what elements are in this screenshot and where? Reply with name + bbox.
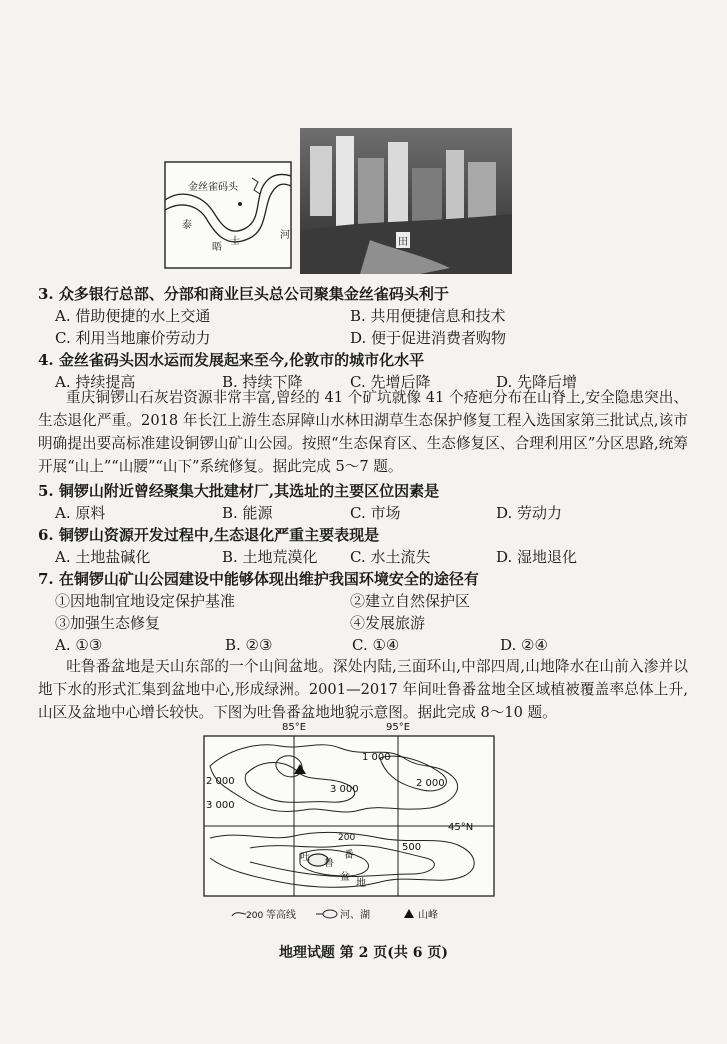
q6-option-d[interactable]: D. 湿地退化 [496,548,578,566]
contour-1000-label: 1 000 [362,752,391,763]
passage-turpan-text: 吐鲁番盆地是天山东部的一个山间盆地。深处内陆,三面环山,中部四周,山地降水在山前入渗并以地下水的形式汇集到盆地中心,形成绿洲。2001—2017 年间吐鲁番盆地全区域植被覆盖率总体上升,山区及盆地中心增长较快。下图为吐鲁番盆地地貌示意图。据此完成 8～10 题。 [38,658,688,721]
q7-statement-1: ①因地制宜地设定保护基准 [55,592,236,610]
thames-label-3: 士 [230,236,240,247]
legend-contour-label: 等高线 [266,910,296,921]
q3-option-b[interactable]: B. 共用便捷信息和技术 [350,307,506,325]
contour-2000-right-label: 2 000 [416,778,445,789]
basin-label-1: 吐 [300,852,310,863]
q4-option-d[interactable]: D. 先降后增 [496,373,578,391]
legend-peak-label: 山峰 [418,910,438,921]
q6-option-b[interactable]: B. 土地荒漠化 [222,548,318,566]
q7-statement-2: ②建立自然保护区 [350,592,471,610]
pier-label: 金丝雀码头 [188,182,238,193]
q7-statement-3: ③加强生态修复 [55,614,161,632]
q5-stem: 5. 铜锣山附近曾经聚集大批建材厂,其选址的主要区位因素是 [38,482,440,500]
thames-river-map [162,158,296,274]
page-footer: 地理试题 第 2 页(共 6 页) [278,945,449,961]
legend-river-label: 河、湖 [340,910,370,921]
legend-lake-symbol [323,910,337,918]
photo-label: 田 [398,237,408,248]
basin-label-5: 地 [356,878,366,889]
canary-wharf-photo [300,128,512,274]
q7-stem: 7. 在铜锣山矿山公园建设中能够体现出维护我国环境安全的途径有 [38,570,479,588]
legend-contour-symbol [232,913,246,916]
q7-option-a[interactable]: A. ①③ [55,636,103,654]
contour-200-label: 200 [338,833,356,843]
q7-option-b[interactable]: B. ②③ [225,636,273,654]
q4-option-a[interactable]: A. 持续提高 [55,373,136,391]
legend-contour-value: 200 [246,911,264,921]
legend-peak-symbol [404,909,414,918]
q5-option-d[interactable]: D. 劳动力 [496,504,563,522]
thames-label-4: 河 [280,230,290,241]
contour-2000-left-label: 2 000 [206,776,235,787]
thames-label-2: 晤 [212,242,222,253]
turpan-topo-map [190,718,520,930]
q3-option-a[interactable]: A. 借助便捷的水上交通 [55,307,211,325]
passage-tongluo [38,386,688,478]
basin-label-4: 盆 [340,872,350,883]
q6-option-c[interactable]: C. 水土流失 [350,548,431,566]
q6-stem: 6. 铜锣山资源开发过程中,生态退化严重主要表现是 [38,526,380,544]
basin-label-3: 番 [344,850,354,861]
pier-marker [238,202,242,206]
lon-95-label: 95°E [386,722,411,733]
passage-tongluo-text: 重庆铜锣山石灰岩资源非常丰富,曾经的 41 个矿坑就像 41 个疮疤分布在山脊上,安全隐患突出、生态退化严重。2018 年长江上游生态屏障山水林田湖草生态保护修复工程入选国家第三批试点,该市明确提出要高标准建设铜锣山矿山公园。按照“生态保育区、生态修复区、合理利用区”分区思路,统筹开展“山上”“山腰”“山下”系统修复。据此完成 5～7 题。 [38,389,688,475]
q5-option-a[interactable]: A. 原料 [55,504,106,522]
q3-option-d[interactable]: D. 便于促进消费者购物 [350,329,507,347]
thames-label-1: 泰 [182,220,192,231]
q3-option-c[interactable]: C. 利用当地廉价劳动力 [55,329,211,347]
basin-label-2: 鲁 [324,858,334,869]
q5-option-c[interactable]: C. 市场 [350,504,401,522]
q4-stem: 4. 金丝雀码头因水运而发展起来至今,伦敦市的城市化水平 [38,351,425,369]
q6-option-a[interactable]: A. 土地盐碱化 [55,548,151,566]
lon-85-label: 85°E [282,722,307,733]
q3-stem: 3. 众多银行总部、分部和商业巨头总公司聚集金丝雀码头利于 [38,285,449,303]
q7-option-c[interactable]: C. ①④ [352,636,400,654]
q5-option-b[interactable]: B. 能源 [222,504,273,522]
contour-500-label: 500 [402,842,422,853]
q7-option-d[interactable]: D. ②④ [500,636,548,654]
contour-3000-mid-label: 3 000 [330,784,359,795]
q4-option-b[interactable]: B. 持续下降 [222,373,303,391]
q4-option-c[interactable]: C. 先增后降 [350,373,431,391]
q7-statement-4: ④发展旅游 [350,614,426,632]
passage-turpan [38,655,688,724]
contour-3000-left-label: 3 000 [206,800,235,811]
lat-45-label: 45°N [448,822,474,833]
